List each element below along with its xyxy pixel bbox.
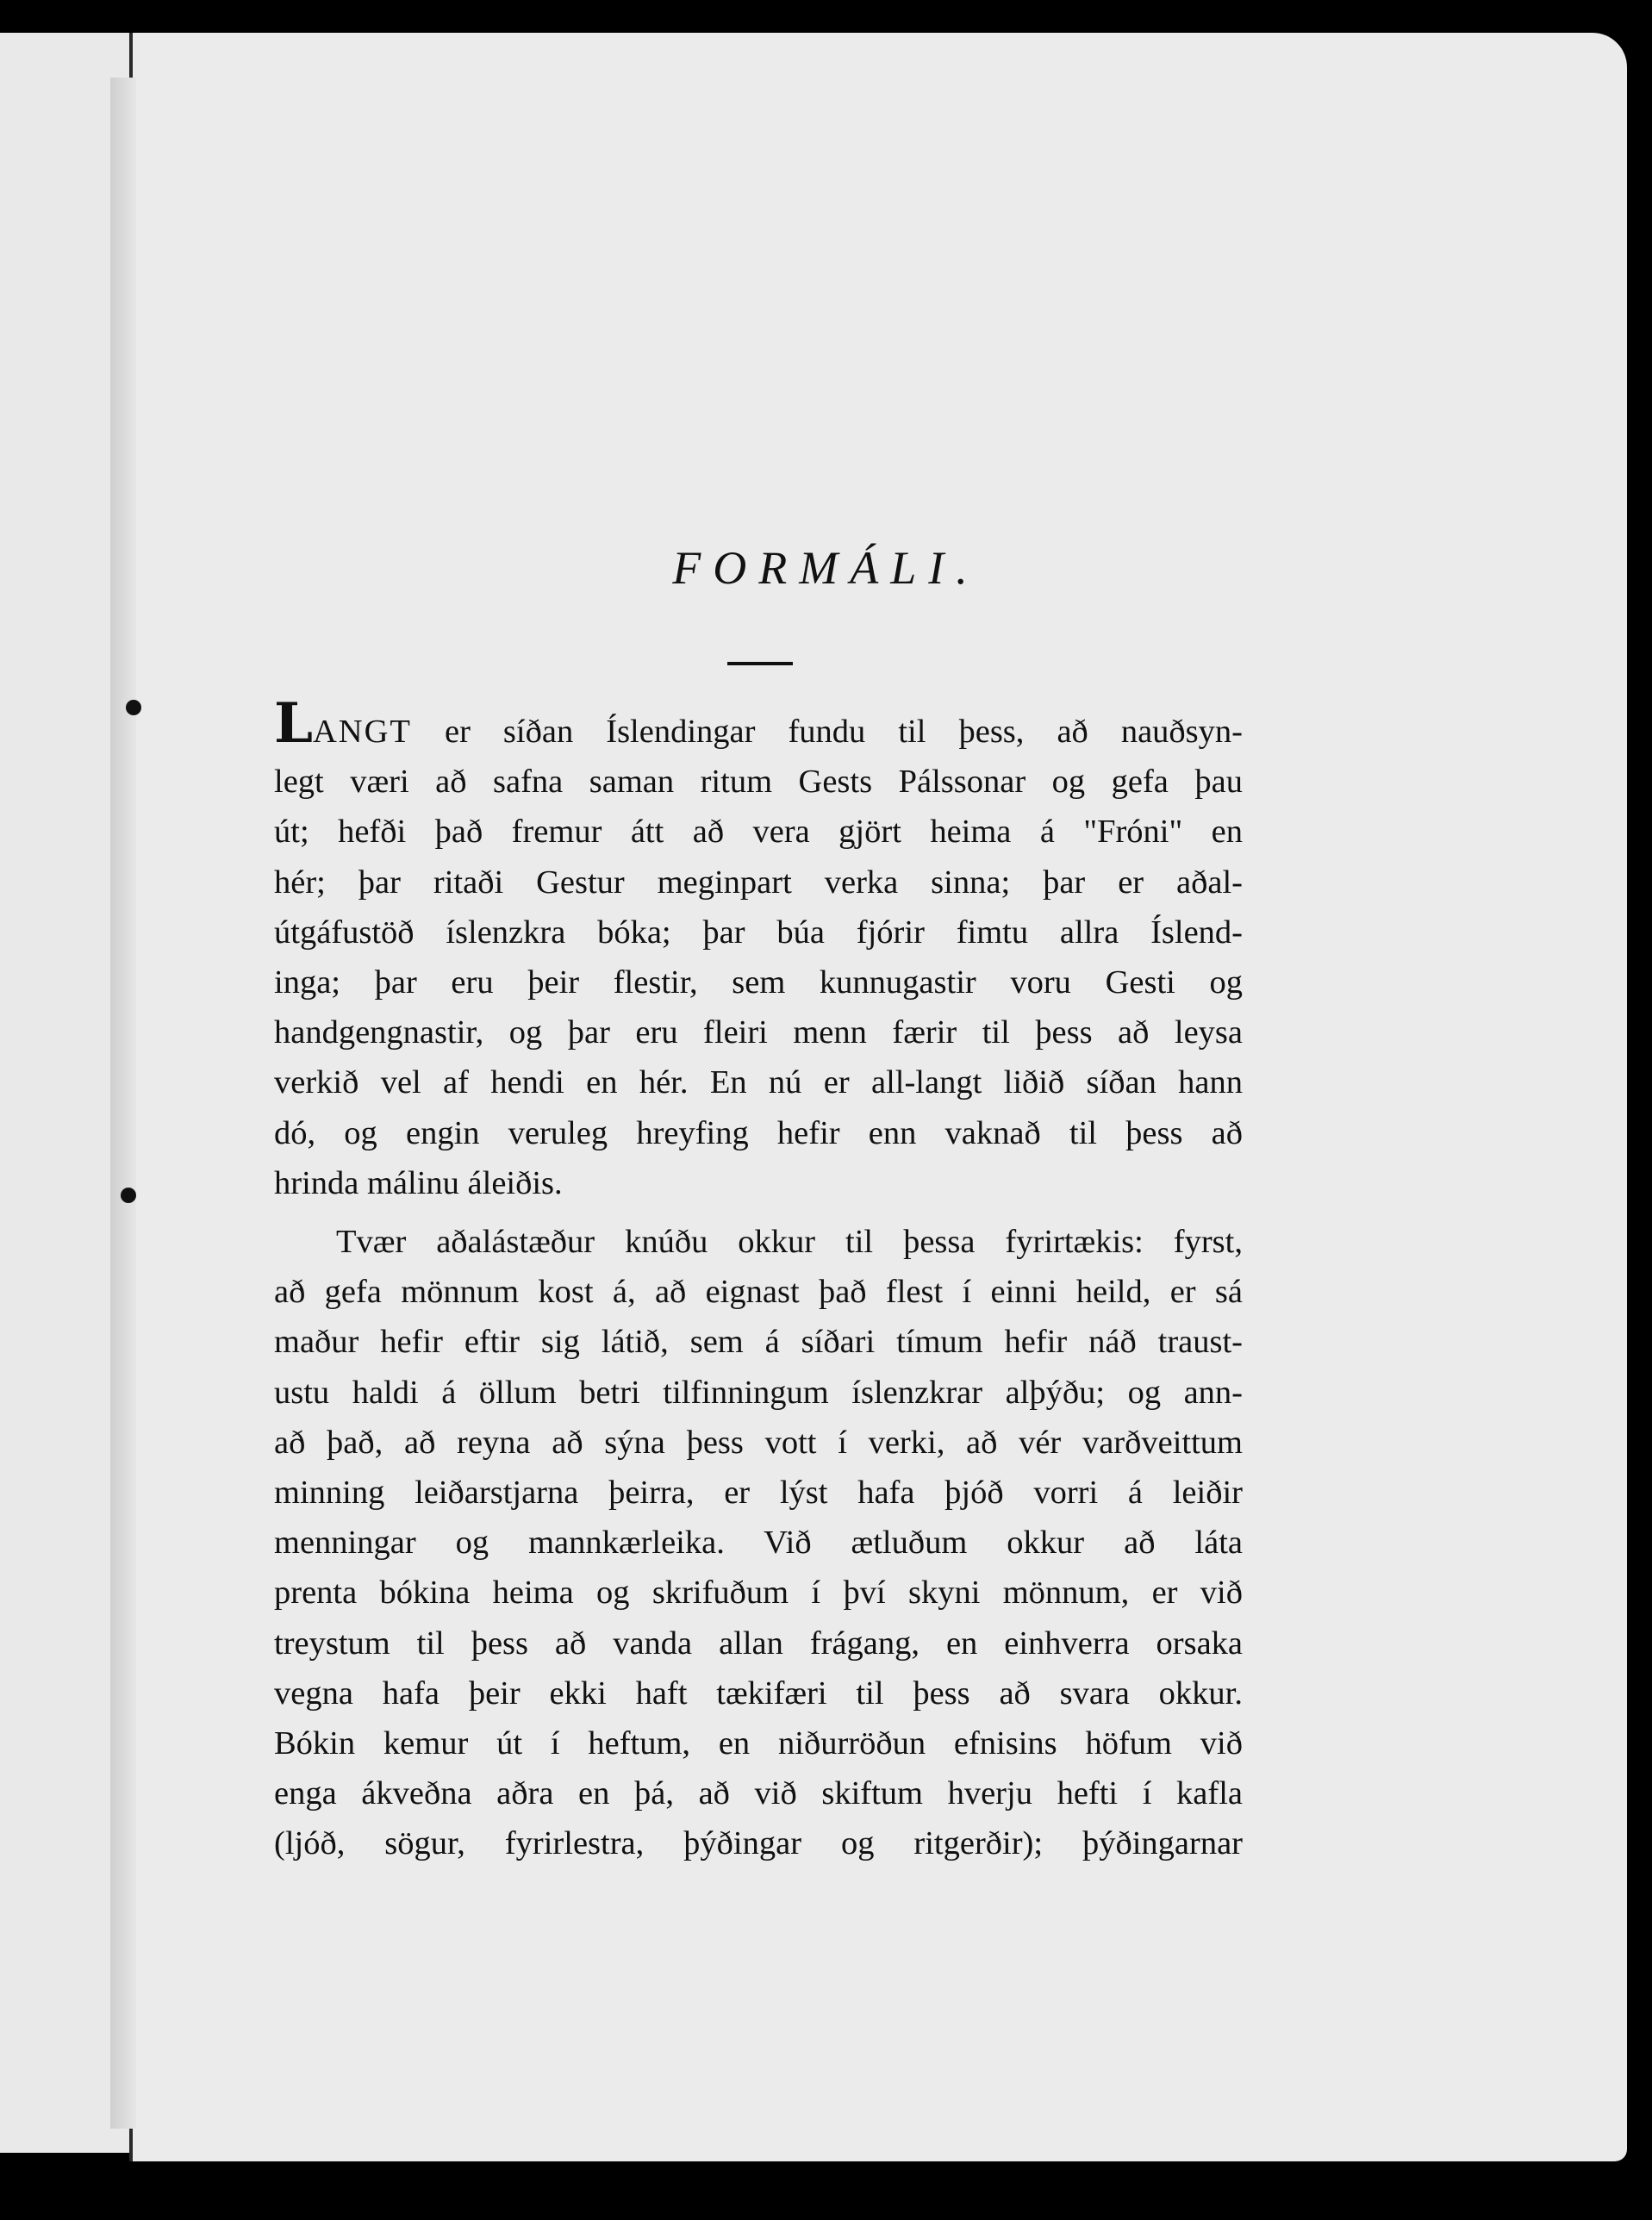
text-line: Tvær aðalástæður knúðu okkur til þessa fyrirtækis: fyrst,	[336, 1224, 1243, 1261]
text-line: enga ákveðna aðra en þá, að við skiftum hverju hefti í kafla	[274, 1775, 1243, 1812]
title-rule	[727, 662, 793, 665]
text-line: handgengnastir, og þar eru fleiri menn færir til þess að leysa	[274, 1014, 1243, 1051]
page-title: FORMÁLI.	[672, 542, 980, 594]
text-line: útgáfustöð íslenzkra bóka; þar búa fjórir fimtu allra Íslend-	[274, 914, 1243, 951]
paragraph-1	[274, 691, 1243, 1208]
text-line-segment: er síðan Íslendingar fundu til þess, að nauðsyn-	[411, 714, 1243, 750]
text-line: menningar og mannkærleika. Við ætluðum okkur að láta	[274, 1525, 1243, 1562]
text-line: prenta bókina heima og skrifuðum í því skyni mönnum, er við	[274, 1575, 1243, 1612]
gutter-blot-upper	[126, 700, 141, 715]
text-line: að gefa mönnum kost á, að eignast það flest í einni heild, er sá	[274, 1274, 1243, 1311]
paragraph-2	[274, 1217, 1243, 1869]
text-line: maður hefir eftir sig látið, sem á síðari tímum hefir náð traust-	[274, 1324, 1243, 1361]
text-line: legt væri að safna saman ritum Gests Pálssonar og gefa þau	[274, 764, 1243, 801]
text-line: vegna hafa þeir ekki haft tækifæri til þess að svara okkur.	[274, 1674, 1243, 1712]
text-line: út; hefði það fremur átt að vera gjört heima á "Fróni" en	[274, 814, 1243, 851]
gutter-blot-lower	[121, 1188, 136, 1203]
text-line: að það, að reyna að sýna þess vott í verki, að vér varðveittum	[274, 1424, 1243, 1461]
text-line: treystum til þess að vanda allan frágang, en einhverra orsaka	[274, 1624, 1243, 1662]
text-line	[274, 691, 1243, 757]
first-word: ANGT	[313, 714, 412, 750]
text-line: minning leiðarstjarna þeirra, er lýst hafa þjóð vorri á leiðir	[274, 1475, 1243, 1512]
text-line: verkið vel af hendi en hér. En nú er all-langt liðið síðan hann	[274, 1064, 1243, 1101]
drop-cap: L	[274, 691, 313, 756]
page-gutter-shadow	[110, 78, 136, 2129]
text-line: Bókin kemur út í heftum, en niðurröðun efnisins höfum við	[274, 1725, 1243, 1762]
text-line: (ljóð, sögur, fyrirlestra, þýðingar og ritgerðir); þýðingarnar	[274, 1825, 1243, 1862]
text-line: hrinda málinu áleiðis.	[274, 1164, 563, 1201]
text-line: dó, og engin veruleg hreyfing hefir enn vaknað til þess að	[274, 1114, 1243, 1151]
text-line: hér; þar ritaði Gestur meginpart verka sinna; þar er aðal-	[274, 864, 1243, 901]
body-text	[274, 691, 1243, 1869]
text-line: inga; þar eru þeir flestir, sem kunnugastir voru Gesti og	[274, 964, 1243, 1001]
text-line: ustu haldi á öllum betri tilfinningum íslenzkrar alþýðu; og ann-	[274, 1374, 1243, 1411]
